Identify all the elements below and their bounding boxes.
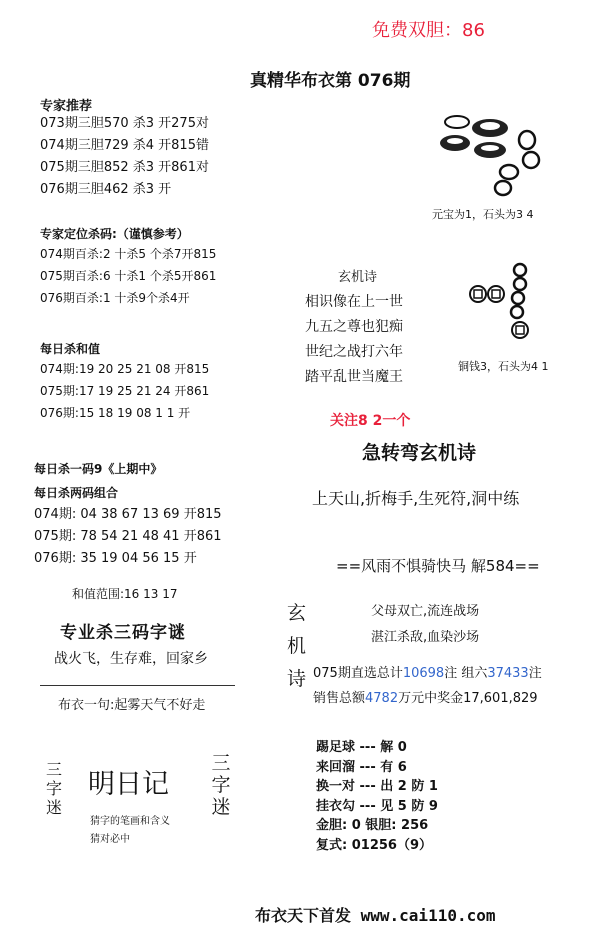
expert-line: 076期三胆462 杀3 开 xyxy=(40,182,172,197)
sum-range: 和值范围:16 13 17 xyxy=(72,587,178,601)
sales-text: 注 组六 xyxy=(444,666,488,681)
focus-note: 关注8 2一个 xyxy=(330,413,411,429)
turn-poem-text: 上天山,折梅手,生死符,洞中练 xyxy=(312,489,520,508)
expert-line: 073期三胆570 杀3 开275对 xyxy=(40,116,209,131)
poem-title: 玄机诗 xyxy=(338,270,378,285)
xuanji-vertical-label: 玄机诗 xyxy=(287,602,307,690)
poem-line: 相识像在上一世 xyxy=(305,294,403,310)
poem-line: 踏平乱世当魔王 xyxy=(305,369,403,385)
total-amount: 4782 xyxy=(365,691,399,706)
riddle-word: 明日记 xyxy=(88,769,169,800)
kick-line: 复式: 01256（9） xyxy=(316,837,432,853)
sales-text: 注 xyxy=(528,666,542,681)
page-title: 真精华布衣第 076期 xyxy=(250,71,411,91)
kick-line: 换一对 --- 出 2 防 1 xyxy=(316,779,438,794)
position-kill-line: 074期百杀:2 十杀5 个杀7开815 xyxy=(40,247,217,261)
sales-line-1 xyxy=(313,662,542,681)
riddle-hint: 猜对必中 xyxy=(90,834,130,845)
expert-list xyxy=(40,113,209,201)
footer-site: 布衣天下首发 www.cai110.com xyxy=(255,906,496,925)
daily-kill-line: 074期: 04 38 67 13 69 开815 xyxy=(34,507,222,522)
sales-text: 075期直选总计 xyxy=(313,666,403,681)
position-kill-line: 076期百杀:1 十杀9个杀4开 xyxy=(40,291,190,305)
sales-text: 销售总额 xyxy=(313,691,366,706)
daily-kill-line: 076期: 35 19 04 56 15 开 xyxy=(34,551,197,566)
sales-line-2 xyxy=(313,687,538,706)
sum-kill-list xyxy=(40,358,209,424)
riddle-text: 战火飞，生存难，回家乡 xyxy=(54,651,208,667)
xuanji-line: 湛江杀敌,血染沙场 xyxy=(371,630,480,645)
ingot-caption: 元宝为1，石头为3 4 xyxy=(432,208,534,221)
ingot-stones-drawing xyxy=(435,110,550,205)
expert-line: 074期三胆729 杀4 开815错 xyxy=(40,138,209,153)
position-kill-line: 075期百杀:6 十杀1 个杀5开861 xyxy=(40,269,217,283)
wind-line: ==风雨不惧骑快马 解584== xyxy=(336,557,540,575)
kick-line: 金胆: 0 银胆: 256 xyxy=(316,818,429,833)
coin-caption: 铜钱3，石头为4 1 xyxy=(458,360,549,373)
expert-line: 075期三胆852 杀3 开861对 xyxy=(40,160,209,175)
kick-line: 挂衣勾 --- 见 5 防 9 xyxy=(316,798,438,814)
divider xyxy=(40,685,235,686)
daily-kill-heading: 每日杀一码9《上期中》 xyxy=(34,462,163,476)
xuanji-line: 父母双亡,流连战场 xyxy=(371,604,480,619)
one-line-saying: 布衣一句:起雾天气不好走 xyxy=(58,698,206,713)
sum-kill-line: 076期:15 18 19 08 1 1 开 xyxy=(40,406,191,420)
daily-kill-line: 075期: 78 54 21 48 41 开861 xyxy=(34,529,222,544)
riddle-hint: 猜字的笔画和含义 xyxy=(90,816,170,827)
free-double-label: 免费双胆：86 xyxy=(372,20,485,41)
daily-kill-combo-heading: 每日杀两码组合 xyxy=(34,486,119,500)
sum-kill-heading: 每日杀和值 xyxy=(40,342,101,356)
kick-list xyxy=(316,738,438,855)
poem-line: 九五之尊也犯痴 xyxy=(305,319,403,335)
direct-count: 10698 xyxy=(402,666,445,681)
position-kill-list xyxy=(40,243,216,309)
sales-text: 万元中奖金17,601,829 xyxy=(398,691,538,706)
kick-line: 踢足球 --- 解 0 xyxy=(316,740,407,755)
sum-kill-line: 075期:17 19 25 21 24 开861 xyxy=(40,384,210,398)
turn-poem-title: 急转弯玄机诗 xyxy=(362,442,477,464)
riddle-side-label-right: 三字迷 xyxy=(211,752,231,818)
coin-stones-drawing xyxy=(462,262,542,354)
daily-kill-list xyxy=(34,504,222,570)
sum-kill-line: 074期:19 20 25 21 08 开815 xyxy=(40,362,210,376)
expert-heading: 专家推荐 xyxy=(40,99,93,114)
kick-line: 来回溜 --- 有 6 xyxy=(316,759,407,775)
group-six-count: 37433 xyxy=(487,666,529,681)
position-kill-heading: 专家定位杀码:（谨慎参考） xyxy=(40,227,189,241)
poem-lines xyxy=(305,290,403,390)
poem-line: 世纪之战打六年 xyxy=(305,344,403,360)
riddle-title: 专业杀三码字谜 xyxy=(60,623,186,643)
riddle-side-label-left: 三字迷 xyxy=(45,760,62,817)
